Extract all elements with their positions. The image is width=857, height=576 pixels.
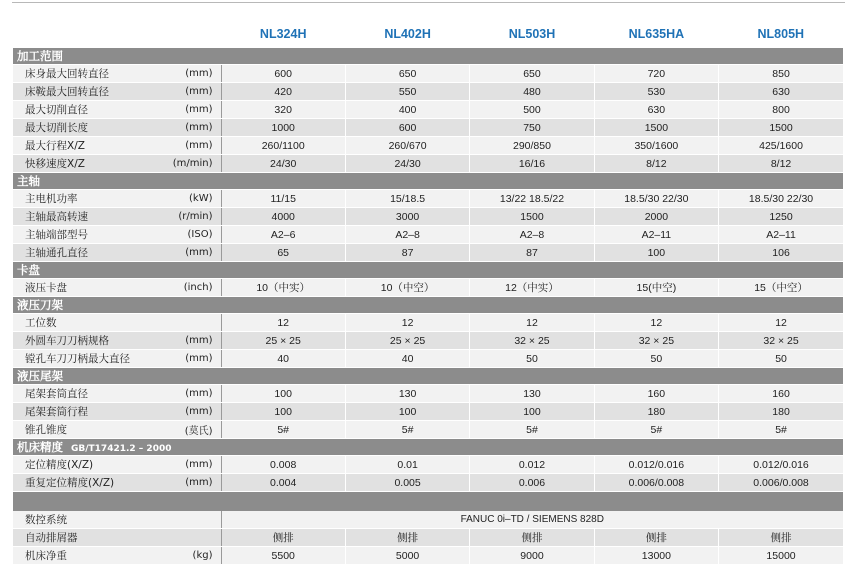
spec-value-spanning: FANUC 0i–TD / SIEMENS 828D bbox=[221, 511, 843, 529]
spec-value: 12 bbox=[345, 314, 469, 332]
spec-value: 500 bbox=[470, 101, 594, 119]
spec-value: 0.012/0.016 bbox=[719, 456, 843, 474]
spec-value: 0.012/0.016 bbox=[594, 456, 718, 474]
spec-value: 425/1600 bbox=[719, 137, 843, 155]
spec-name: 床鞍最大回转直径 bbox=[13, 83, 155, 101]
spec-value: 10（中实） bbox=[221, 279, 345, 297]
spec-value: 50 bbox=[719, 350, 843, 368]
spec-value: 0.005 bbox=[345, 474, 469, 492]
spec-value: 650 bbox=[470, 65, 594, 83]
section-standard: GB/T17421.2 – 2000 bbox=[71, 444, 172, 454]
spec-value: 260/1100 bbox=[221, 137, 345, 155]
spec-value: 100 bbox=[221, 385, 345, 403]
spec-value: 5# bbox=[345, 421, 469, 439]
spec-name: 自动排屑器 bbox=[13, 529, 155, 547]
spec-unit: (mm) bbox=[155, 456, 221, 474]
spec-value: 1500 bbox=[594, 119, 718, 137]
spec-value: 320 bbox=[221, 101, 345, 119]
spec-row bbox=[13, 529, 843, 547]
spec-value: 18.5/30 22/30 bbox=[719, 190, 843, 208]
spec-row bbox=[13, 385, 843, 403]
spec-name: 床身最大回转直径 bbox=[13, 65, 155, 83]
spec-row bbox=[13, 314, 843, 332]
spec-unit: (kW) bbox=[155, 190, 221, 208]
spec-value: 11/15 bbox=[221, 190, 345, 208]
section-header bbox=[13, 439, 843, 456]
spec-row bbox=[13, 474, 843, 492]
spec-value: 530 bbox=[594, 83, 718, 101]
spec-name: 锥孔锥度 bbox=[13, 421, 155, 439]
spec-value: 160 bbox=[594, 385, 718, 403]
spec-unit: (mm) bbox=[155, 119, 221, 137]
spec-value: 1000 bbox=[221, 119, 345, 137]
spec-unit: (ISO) bbox=[155, 226, 221, 244]
spec-value: 10（中空） bbox=[345, 279, 469, 297]
spec-unit: (r/min) bbox=[155, 208, 221, 226]
spec-value: 800 bbox=[719, 101, 843, 119]
section-title-cell bbox=[13, 368, 843, 385]
spec-value: 4000 bbox=[221, 208, 345, 226]
spec-name: 机床净重 bbox=[13, 547, 155, 565]
spec-value: 25 × 25 bbox=[345, 332, 469, 350]
spec-value: 100 bbox=[470, 403, 594, 421]
spec-name: 主轴通孔直径 bbox=[13, 244, 155, 262]
model-name: NL402H bbox=[384, 26, 431, 41]
spec-value: 12 bbox=[594, 314, 718, 332]
spec-value: 侧排 bbox=[470, 529, 594, 547]
spec-value: 100 bbox=[221, 403, 345, 421]
spec-value: 2000 bbox=[594, 208, 718, 226]
spec-value: A2–8 bbox=[470, 226, 594, 244]
spec-value: 5# bbox=[470, 421, 594, 439]
section-title: 机床精度 bbox=[17, 440, 63, 454]
spec-value: 180 bbox=[719, 403, 843, 421]
spec-value: 15/18.5 bbox=[345, 190, 469, 208]
section-header bbox=[13, 368, 843, 385]
spec-value: 600 bbox=[345, 119, 469, 137]
spec-value: 550 bbox=[345, 83, 469, 101]
spec-value: 630 bbox=[719, 83, 843, 101]
spec-value: 15（中空） bbox=[719, 279, 843, 297]
spec-value: 12 bbox=[221, 314, 345, 332]
spec-value: 0.008 bbox=[221, 456, 345, 474]
spec-value: A2–11 bbox=[594, 226, 718, 244]
spec-name: 定位精度(X/Z) bbox=[13, 456, 155, 474]
spec-value: 25 × 25 bbox=[221, 332, 345, 350]
spec-value: 1250 bbox=[719, 208, 843, 226]
spec-name: 工位数 bbox=[13, 314, 155, 332]
spec-value: A2–11 bbox=[719, 226, 843, 244]
spec-unit bbox=[155, 511, 221, 529]
spec-value: 15000 bbox=[719, 547, 843, 565]
section-title-cell bbox=[13, 297, 843, 314]
top-frame-line bbox=[12, 2, 845, 6]
spec-row bbox=[13, 511, 843, 529]
spec-value: 32 × 25 bbox=[470, 332, 594, 350]
spec-value: 5000 bbox=[345, 547, 469, 565]
spec-name: 主轴最高转速 bbox=[13, 208, 155, 226]
spec-unit: (kg) bbox=[155, 547, 221, 565]
section-title-cell bbox=[13, 173, 843, 190]
spec-value: 50 bbox=[594, 350, 718, 368]
spec-value: 32 × 25 bbox=[594, 332, 718, 350]
model-name: NL805H bbox=[757, 26, 805, 41]
spec-row bbox=[13, 208, 843, 226]
spec-row bbox=[13, 119, 843, 137]
spec-name: 主电机功率 bbox=[13, 190, 155, 208]
separator-band bbox=[13, 492, 843, 512]
spec-value: 0.006 bbox=[470, 474, 594, 492]
spec-value: 850 bbox=[719, 65, 843, 83]
spec-value: 420 bbox=[221, 83, 345, 101]
spec-value: A2–8 bbox=[345, 226, 469, 244]
spec-value: 8/12 bbox=[594, 155, 718, 173]
spec-value: 160 bbox=[719, 385, 843, 403]
spec-value: 650 bbox=[345, 65, 469, 83]
separator-cell bbox=[13, 492, 843, 512]
header-blank bbox=[155, 20, 221, 48]
model-header-row bbox=[13, 20, 843, 48]
spec-unit: (mm) bbox=[155, 137, 221, 155]
spec-value: 40 bbox=[345, 350, 469, 368]
spec-name: 快移速度X/Z bbox=[13, 155, 155, 173]
spec-value: 13000 bbox=[594, 547, 718, 565]
spec-unit: (mm) bbox=[155, 350, 221, 368]
spec-unit: (mm) bbox=[155, 244, 221, 262]
spec-row bbox=[13, 101, 843, 119]
spec-value: 1500 bbox=[470, 208, 594, 226]
spec-value: 100 bbox=[345, 403, 469, 421]
spec-name: 液压卡盘 bbox=[13, 279, 155, 297]
spec-row bbox=[13, 65, 843, 83]
spec-value: 5# bbox=[221, 421, 345, 439]
spec-row bbox=[13, 226, 843, 244]
spec-unit: (mm) bbox=[155, 403, 221, 421]
spec-value: 65 bbox=[221, 244, 345, 262]
spec-value: 5# bbox=[719, 421, 843, 439]
spec-unit: (inch) bbox=[155, 279, 221, 297]
spec-value: 100 bbox=[594, 244, 718, 262]
spec-value: 13/22 18.5/22 bbox=[470, 190, 594, 208]
spec-value: 24/30 bbox=[345, 155, 469, 173]
spec-row bbox=[13, 279, 843, 297]
spec-value: 8/12 bbox=[719, 155, 843, 173]
spec-name: 外圆车刀刀柄规格 bbox=[13, 332, 155, 350]
spec-value: 32 × 25 bbox=[719, 332, 843, 350]
spec-row bbox=[13, 421, 843, 439]
spec-unit: (mm) bbox=[155, 65, 221, 83]
model-name: NL503H bbox=[508, 26, 556, 41]
spec-value: 87 bbox=[345, 244, 469, 262]
spec-value: 180 bbox=[594, 403, 718, 421]
spec-value: 130 bbox=[470, 385, 594, 403]
section-title-cell bbox=[13, 48, 843, 65]
spec-value: 15(中空) bbox=[594, 279, 718, 297]
spec-name: 尾架套筒直径 bbox=[13, 385, 155, 403]
spec-value: 0.006/0.008 bbox=[594, 474, 718, 492]
spec-name: 主轴端部型号 bbox=[13, 226, 155, 244]
spec-row bbox=[13, 137, 843, 155]
spec-name: 镗孔车刀刀柄最大直径 bbox=[13, 350, 155, 368]
spec-value: 50 bbox=[470, 350, 594, 368]
spec-value: 12（中实） bbox=[470, 279, 594, 297]
model-name: NL635HA bbox=[628, 26, 685, 41]
spec-value: 3000 bbox=[345, 208, 469, 226]
spec-row bbox=[13, 83, 843, 101]
spec-value: 0.012 bbox=[470, 456, 594, 474]
section-title: 主轴 bbox=[17, 174, 40, 188]
section-header bbox=[13, 173, 843, 190]
spec-name: 最大切削直径 bbox=[13, 101, 155, 119]
spec-value: 130 bbox=[345, 385, 469, 403]
spec-value: 750 bbox=[470, 119, 594, 137]
spec-value: 0.006/0.008 bbox=[719, 474, 843, 492]
spec-name: 重复定位精度(X/Z) bbox=[13, 474, 155, 492]
spec-value: 630 bbox=[594, 101, 718, 119]
model-name: NL324H bbox=[259, 26, 307, 41]
spec-unit: (mm) bbox=[155, 474, 221, 492]
spec-value: 侧排 bbox=[221, 529, 345, 547]
spec-row bbox=[13, 350, 843, 368]
section-title: 液压刀架 bbox=[17, 298, 63, 312]
spec-unit: (mm) bbox=[155, 101, 221, 119]
spec-row bbox=[13, 332, 843, 350]
spec-value: 侧排 bbox=[345, 529, 469, 547]
spec-unit bbox=[155, 529, 221, 547]
spec-name: 最大行程X/Z bbox=[13, 137, 155, 155]
section-header bbox=[13, 262, 843, 279]
spec-value: 侧排 bbox=[594, 529, 718, 547]
spec-unit: (莫氏) bbox=[155, 421, 221, 439]
spec-value: 600 bbox=[221, 65, 345, 83]
section-title: 液压尾架 bbox=[17, 369, 63, 383]
spec-row bbox=[13, 547, 843, 565]
spec-unit: (mm) bbox=[155, 385, 221, 403]
spec-name: 数控系统 bbox=[13, 511, 155, 529]
spec-row bbox=[13, 456, 843, 474]
spec-value: 5# bbox=[594, 421, 718, 439]
spec-value: 260/670 bbox=[345, 137, 469, 155]
spec-table bbox=[13, 20, 843, 565]
spec-value: 12 bbox=[470, 314, 594, 332]
spec-value: 18.5/30 22/30 bbox=[594, 190, 718, 208]
spec-value: 5500 bbox=[221, 547, 345, 565]
spec-value: 106 bbox=[719, 244, 843, 262]
spec-value: 0.004 bbox=[221, 474, 345, 492]
spec-row bbox=[13, 244, 843, 262]
spec-row bbox=[13, 155, 843, 173]
spec-value: A2–6 bbox=[221, 226, 345, 244]
spec-unit: (mm) bbox=[155, 332, 221, 350]
spec-unit: (m/min) bbox=[155, 155, 221, 173]
spec-value: 12 bbox=[719, 314, 843, 332]
spec-value: 290/850 bbox=[470, 137, 594, 155]
spec-value: 9000 bbox=[470, 547, 594, 565]
section-title-cell bbox=[13, 439, 843, 456]
spec-name: 尾架套筒行程 bbox=[13, 403, 155, 421]
section-header bbox=[13, 48, 843, 65]
header-blank bbox=[13, 20, 155, 48]
spec-value: 24/30 bbox=[221, 155, 345, 173]
spec-value: 40 bbox=[221, 350, 345, 368]
spec-name: 最大切削长度 bbox=[13, 119, 155, 137]
spec-value: 350/1600 bbox=[594, 137, 718, 155]
section-header bbox=[13, 297, 843, 314]
spec-value: 侧排 bbox=[719, 529, 843, 547]
spec-row bbox=[13, 403, 843, 421]
spec-value: 1500 bbox=[719, 119, 843, 137]
spec-value: 87 bbox=[470, 244, 594, 262]
spec-unit: (mm) bbox=[155, 83, 221, 101]
spec-value: 480 bbox=[470, 83, 594, 101]
spec-value: 720 bbox=[594, 65, 718, 83]
section-title-cell bbox=[13, 262, 843, 279]
spec-value: 0.01 bbox=[345, 456, 469, 474]
spec-value: 16/16 bbox=[470, 155, 594, 173]
spec-row bbox=[13, 190, 843, 208]
spec-value: 400 bbox=[345, 101, 469, 119]
section-title: 加工范围 bbox=[17, 49, 63, 63]
spec-unit bbox=[155, 314, 221, 332]
section-title: 卡盘 bbox=[17, 263, 40, 277]
